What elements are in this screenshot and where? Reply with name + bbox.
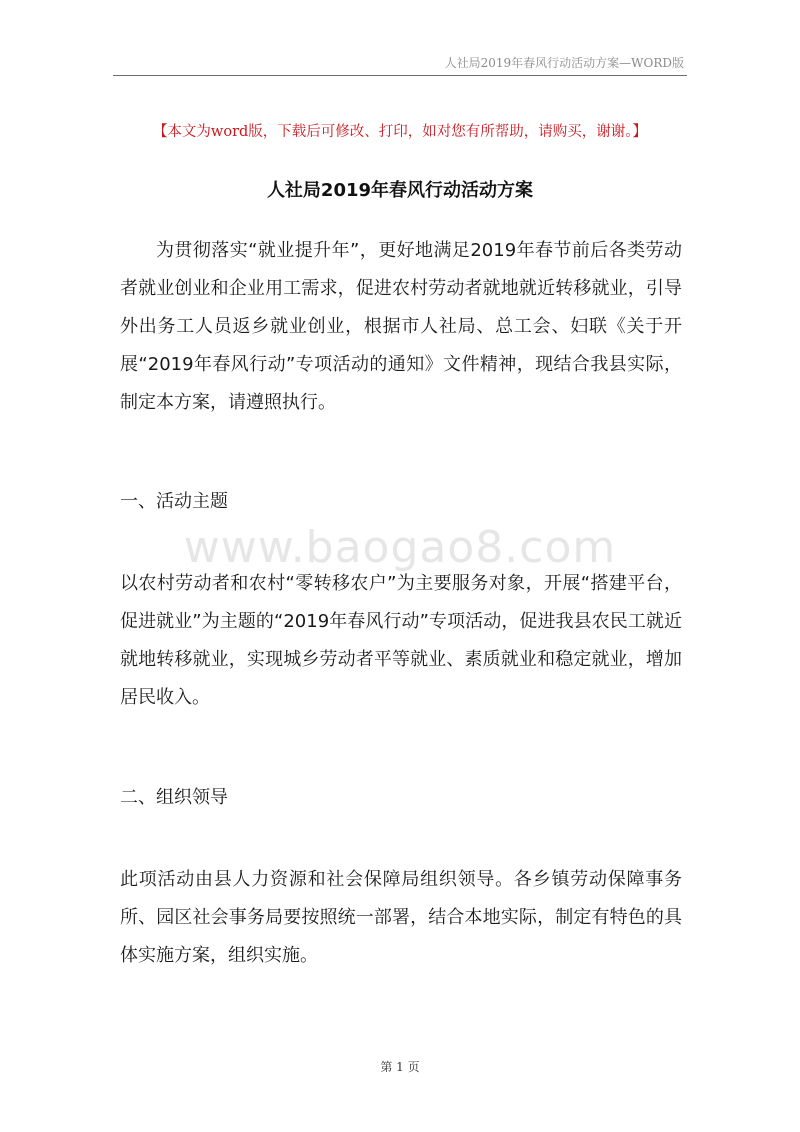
section-heading-theme: 一、活动主题 xyxy=(120,491,228,512)
site-watermark: www.baogao8.com xyxy=(183,522,617,573)
section-body-leadership: 此项活动由县人力资源和社会保障局组织领导。各乡镇劳动保障事务所、园区社会事务局要按照统一部署，结合本地实际，制定有特色的具体实施方案，组织实施。 xyxy=(120,869,682,966)
header-divider xyxy=(113,75,687,76)
intro-paragraph: 为贯彻落实“就业提升年”，更好地满足2019年春节前后各类劳动者就业创业和企业用工需求，促进农村劳动者就地就近转移就业，引导外出务工人员返乡就业创业，根据市人社局、总工会、妇联《关于开展“2019年春风行动”专项活动的通知》文件精神，现结合我县实际，制定本方案，请遵照执行。 xyxy=(120,240,682,413)
section-body-theme: 以农村劳动者和农村“零转移农户”为主要服务对象，开展“搭建平台，促进就业”为主题的“2019年春风行动”专项活动，促进我县农民工就近就地转移就业，实现城乡劳动者平等就业、素质就业和稳定就业，增加居民收入。 xyxy=(120,573,683,708)
download-notice: 【本文为word版，下载后可修改、打印，如对您有所帮助，请购买，谢谢。】 xyxy=(152,124,648,140)
document-title: 人社局2019年春风行动活动方案 xyxy=(266,180,534,201)
page-number: 第 1 页 xyxy=(380,1060,420,1074)
running-header: 人社局2019年春风行动活动方案—WORD版 xyxy=(444,56,684,70)
section-heading-leadership: 二、组织领导 xyxy=(120,787,228,808)
